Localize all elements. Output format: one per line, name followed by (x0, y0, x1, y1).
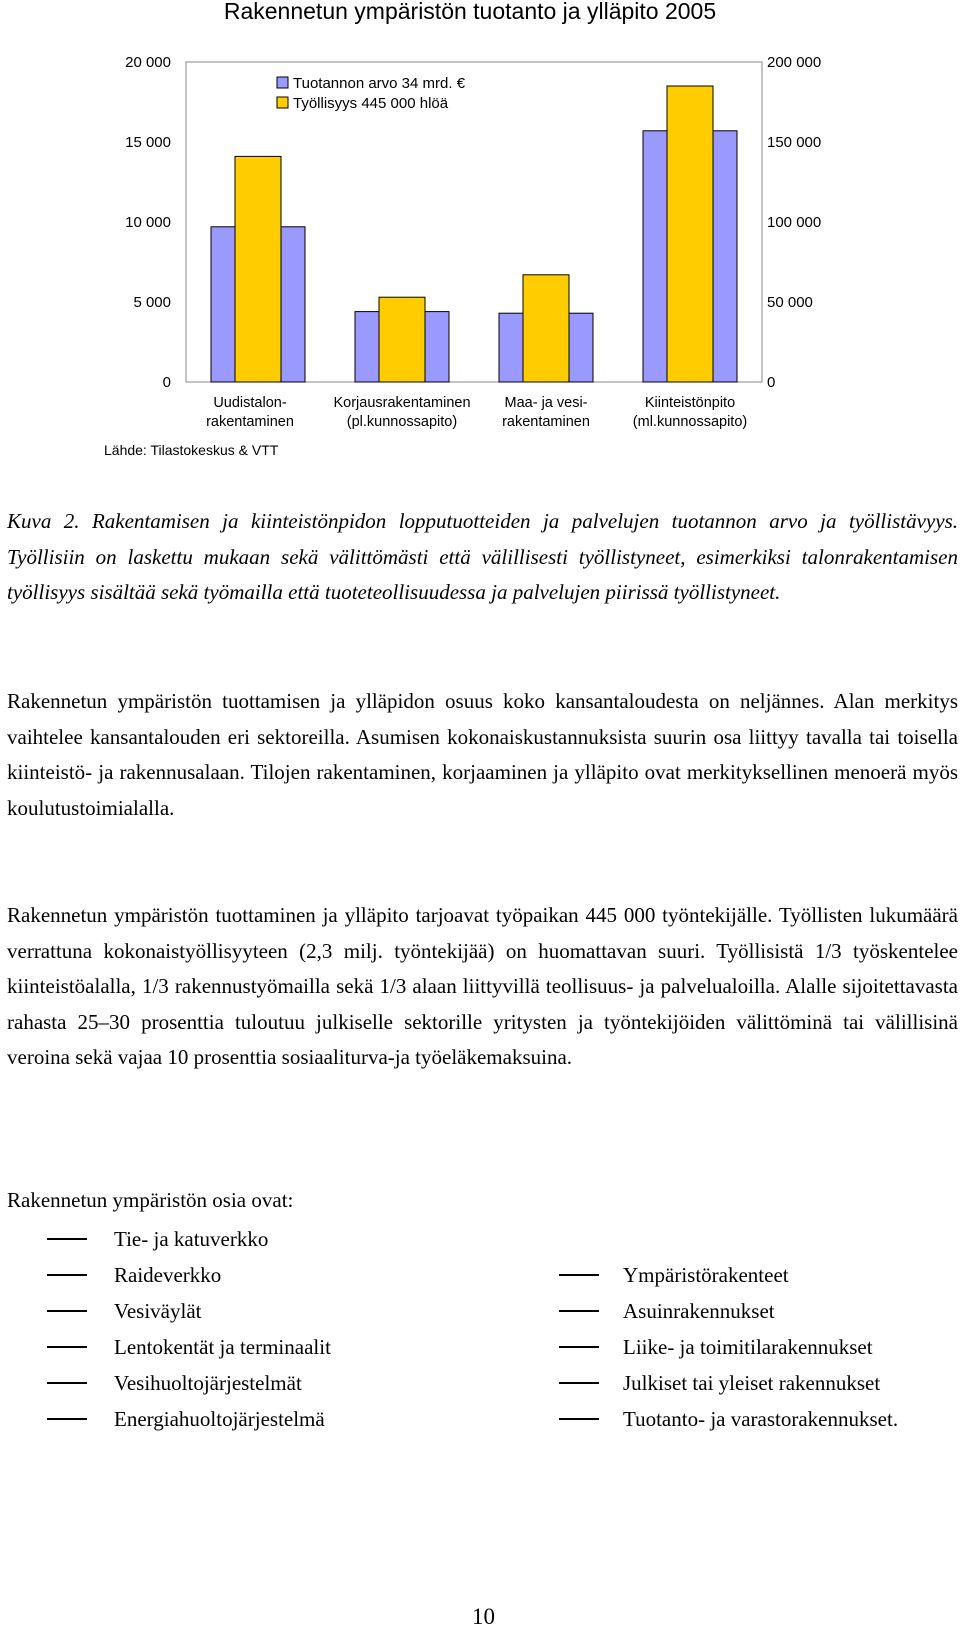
list-item (40, 1293, 331, 1329)
list-item (40, 1221, 331, 1257)
x-category-label: Korjausrakentaminen (pl.kunnossapito) (333, 395, 471, 430)
legend-swatch (277, 77, 288, 88)
dash-bullet-icon (559, 1382, 599, 1384)
legend-label: Tuotannon arvo 34 mrd. € (293, 75, 466, 92)
bar-chart (0, 40, 960, 460)
bar-employment (235, 156, 281, 382)
x-category-label: Kiinteistönpito (ml.kunnossapito) (632, 395, 748, 430)
y-left-tick-label: 0 (162, 374, 171, 391)
list-item (40, 1401, 331, 1437)
paragraph-1: Rakennetun ympäristön tuottamisen ja ylläpidon osuus koko kansantaloudesta on neljännes. Alan merkitys vaihtelee kansantalouden eri sektoreilla. Asumisen kokonaiskustannuksista suurin osa liittyy tavalla tai toisella kiinteistö- ja rakennusalaan. Tilojen rakentaminen, korjaaminen ja ylläpito ovat merkityksellinen menoerä myös koulutustoimialalla. (7, 689, 958, 820)
dash-bullet-icon (559, 1310, 599, 1312)
list-item-label: Vesihuoltojärjestelmät (114, 1371, 302, 1395)
dash-bullet-icon (47, 1238, 87, 1240)
legend-swatch (277, 97, 288, 108)
list-item-label: Vesiväylät (114, 1299, 202, 1323)
list-item-label: Energiahuoltojärjestelmä (114, 1407, 325, 1431)
y-left-tick-label: 20 000 (125, 54, 171, 71)
chart-title: Rakennetun ympäristön tuotanto ja ylläpito 2005 (223, 0, 717, 24)
x-category-label: Uudistalon-rakentaminen (206, 395, 294, 430)
x-category-label: Maa- ja vesi-rakentaminen (502, 395, 590, 430)
list-item (559, 1365, 898, 1401)
list-item-label: Tuotanto- ja varastorakennukset. (623, 1407, 899, 1431)
y-left-tick-label: 5 000 (133, 294, 171, 311)
list-item (40, 1257, 331, 1293)
chart-source-note: Lähde: Tilastokeskus & VTT (104, 442, 279, 458)
bar-employment (523, 275, 569, 382)
list-item-label: Raideverkko (114, 1263, 222, 1287)
paragraph-2: Rakennetun ympäristön tuottaminen ja ylläpito tarjoavat työpaikan 445 000 työntekijälle. Työllisten lukumäärä verrattuna kokonaistyöllisyyteen (2,3 milj. työntekijää) on huomattavan suuri. Työllisistä 1/3 työskentelee kiinteistöalalla, 1/3 rakennustyömailla sekä 1/3 alaan liittyvillä teollisuus- ja palvelualoilla. Alalle sijoitettavasta rahasta 25–30 prosenttia tuloutuu julkiselle sektorille yritysten ja työntekijöiden välittöminä tai välillisinä veroina sekä vajaa 10 prosenttia sosiaaliturva-ja työeläkemaksuina. (7, 903, 958, 1070)
page-number: 10 (472, 1604, 495, 1629)
chart-legend (277, 75, 466, 112)
list-item-label: Lentokentät ja terminaalit (114, 1335, 331, 1359)
list-right-column (559, 1257, 898, 1437)
list-item-label: Ympäristörakenteet (623, 1263, 789, 1287)
list-left-column (40, 1221, 331, 1437)
bar-employment (667, 86, 713, 382)
list-item (559, 1401, 898, 1437)
y-right-tick-label: 150 000 (767, 134, 822, 151)
dash-bullet-icon (559, 1274, 599, 1276)
list-item (40, 1329, 331, 1365)
list-item (40, 1365, 331, 1401)
dash-bullet-icon (559, 1346, 599, 1348)
list-item-label: Asuinrakennukset (623, 1299, 775, 1323)
y-left-tick-label: 10 000 (125, 214, 171, 231)
dash-bullet-icon (47, 1382, 87, 1384)
y-right-tick-label: 50 000 (767, 294, 813, 311)
list-item (559, 1293, 898, 1329)
dash-bullet-icon (47, 1346, 87, 1348)
dash-bullet-icon (47, 1418, 87, 1420)
figure-caption: Kuva 2. Rakentamisen ja kiinteistönpidon lopputuotteiden ja palvelujen tuotannon arvo ja työllistävyys. Työllisiin on laskettu mukaan sekä välittömästi että välillisesti työllistyneet, esimerkiksi talonrakentamisen työllisyys sisältää sekä työmailla että tuoteteollisuudessa ja palvelujen piirissä työllistyneet. (7, 509, 958, 605)
dash-bullet-icon (559, 1418, 599, 1420)
list-item (559, 1329, 898, 1365)
bar-employment (379, 297, 425, 382)
list-item (559, 1257, 898, 1293)
y-left-tick-label: 15 000 (125, 134, 171, 151)
legend-label: Työllisyys 445 000 hlöä (293, 95, 449, 112)
dash-bullet-icon (47, 1274, 87, 1276)
list-item-label: Liike- ja toimitilarakennukset (623, 1335, 873, 1359)
y-right-tick-label: 0 (767, 374, 776, 391)
y-right-tick-label: 100 000 (767, 214, 822, 231)
y-right-tick-label: 200 000 (767, 54, 822, 71)
dash-bullet-icon (47, 1310, 87, 1312)
list-item-label: Tie- ja katuverkko (114, 1227, 269, 1251)
list-item-label: Julkiset tai yleiset rakennukset (623, 1371, 881, 1395)
list-intro: Rakennetun ympäristön osia ovat: (7, 1188, 294, 1212)
